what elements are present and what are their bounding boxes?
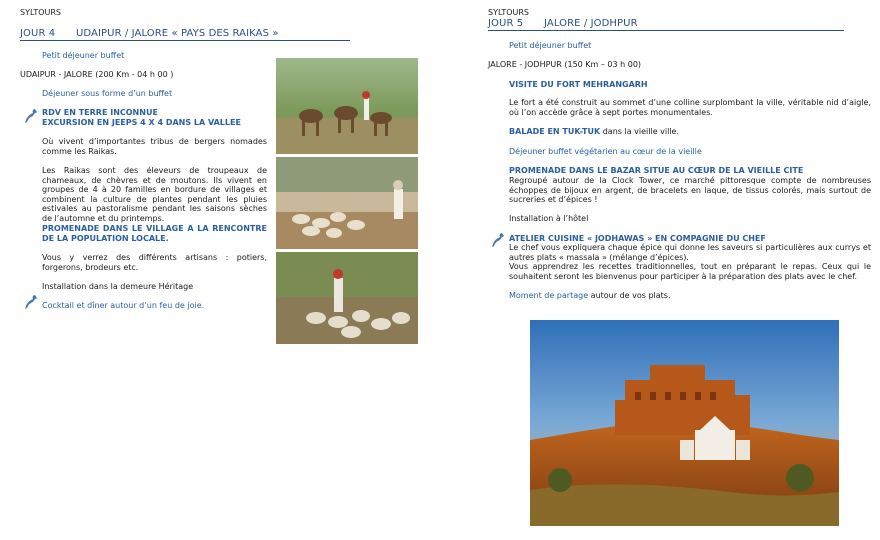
route-title-left: UDAIPUR / JALORE « PAYS DES RAIKAS »: [76, 28, 279, 39]
route-title-right: JALORE / JODHPUR: [544, 18, 638, 29]
shepherd-flock-photo: [276, 252, 418, 344]
tribes-text: Où vivent d’importantes tribus de bergers nomades comme les Raikas.: [42, 137, 267, 156]
bazaar-heading: PROMENADE DANS LE BAZAR SITUE AU CŒUR DE LA VIEILLE CITE: [509, 166, 804, 175]
excursion-heading: EXCURSION EN JEEPS 4 X 4 DANS LA VALLEE: [42, 118, 241, 127]
cooking-text-2: Vous apprendrez les recettes traditionnelles, tout en préparant le repas. Ceux qui le souhaitent seront les bienvenus pour participer à la préparation des plats avec le chef.: [509, 262, 871, 281]
cooking-heading: ATELIER CUISINE « JODHAWAS » EN COMPAGNIE DU CHEF: [509, 234, 766, 243]
village-walk-heading: PROMENADE DANS LE VILLAGE A LA RENCONTRE DE LA POPULATION LOCALE.: [42, 224, 267, 243]
fort-heading: VISITE DU FORT MEHRANGARH: [509, 80, 648, 89]
camels-photo: [276, 58, 418, 154]
sheep-herder-photo: [276, 157, 418, 249]
fort-text: Le fort a été construit au sommet d’une colline surplombant la ville, véritable nid d’aigle, où l’on accède grâce à sept portes monumentales.: [509, 98, 871, 117]
bazaar-text: Regroupé autour de la Clock Tower, ce marché pittoresque compte de nombreuses échoppes de bijoux en argent, de bracelets en laque, de tissus colorés, mais surtout de sucreries et d’épices !: [509, 176, 871, 205]
tuktuk-line: [509, 127, 679, 137]
lunch-left: Déjeuner sous forme d’un buffet: [42, 89, 173, 98]
dinner-text: Cocktail et dîner autour d’un feu de joie.: [42, 301, 205, 310]
transfer-right: JALORE - JODHPUR (150 Km – 03 h 00): [488, 60, 642, 69]
heron-icon: [491, 232, 505, 248]
title-rule-left: [20, 40, 350, 41]
transfer-left: UDAIPUR - JALORE (200 Km - 04 h 00 ): [20, 70, 174, 79]
day-label-right: JOUR 5: [488, 18, 524, 29]
cooking-text-1: Le chef vous expliquera chaque épice qui donne les saveurs si particulières aux currys et autres plats « massala » (mélange d’épices).: [509, 243, 871, 262]
breakfast-left: Petit déjeuner buffet: [42, 51, 125, 60]
lodging-text: Installation dans la demeure Héritage: [42, 282, 194, 291]
day-label-left: JOUR 4: [20, 28, 56, 39]
lunch-right: Déjeuner buffet végétarien au cœur de la vieille: [509, 147, 702, 156]
heron-icon: [24, 108, 38, 124]
sharing-highlight: Moment de partage: [509, 291, 589, 300]
sharing-line: [509, 291, 671, 301]
rdv-heading: RDV EN TERRE INCONNUE: [42, 108, 158, 117]
sharing-text: autour de vos plats.: [588, 291, 671, 300]
brand-right: SYLTOURS: [488, 8, 529, 17]
title-rule-right: [488, 30, 844, 31]
brand-left: SYLTOURS: [20, 8, 61, 17]
raikas-text: Les Raikas sont des éleveurs de troupeaux de chameaux, de chèvres et de moutons. Ils vivent en groupes de 4 à 20 familles en bordure de villages et combinent la culture de plantes pendant les pluies estivales au pastoralisme pendant les saisons sèches de l’automne et du printemps.: [42, 166, 267, 223]
hotel-text: Installation à l’hôtel: [509, 214, 589, 223]
tuktuk-text: dans la vieille ville.: [600, 127, 680, 136]
tuktuk-heading: BALADE EN TUK-TUK: [509, 127, 601, 136]
artisans-text: Vous y verrez des différents artisans : potiers, forgerons, brodeurs etc.: [42, 253, 267, 272]
heron-icon: [24, 294, 38, 310]
mehrangarh-fort-photo: [530, 320, 839, 526]
breakfast-right: Petit déjeuner buffet: [509, 41, 592, 50]
